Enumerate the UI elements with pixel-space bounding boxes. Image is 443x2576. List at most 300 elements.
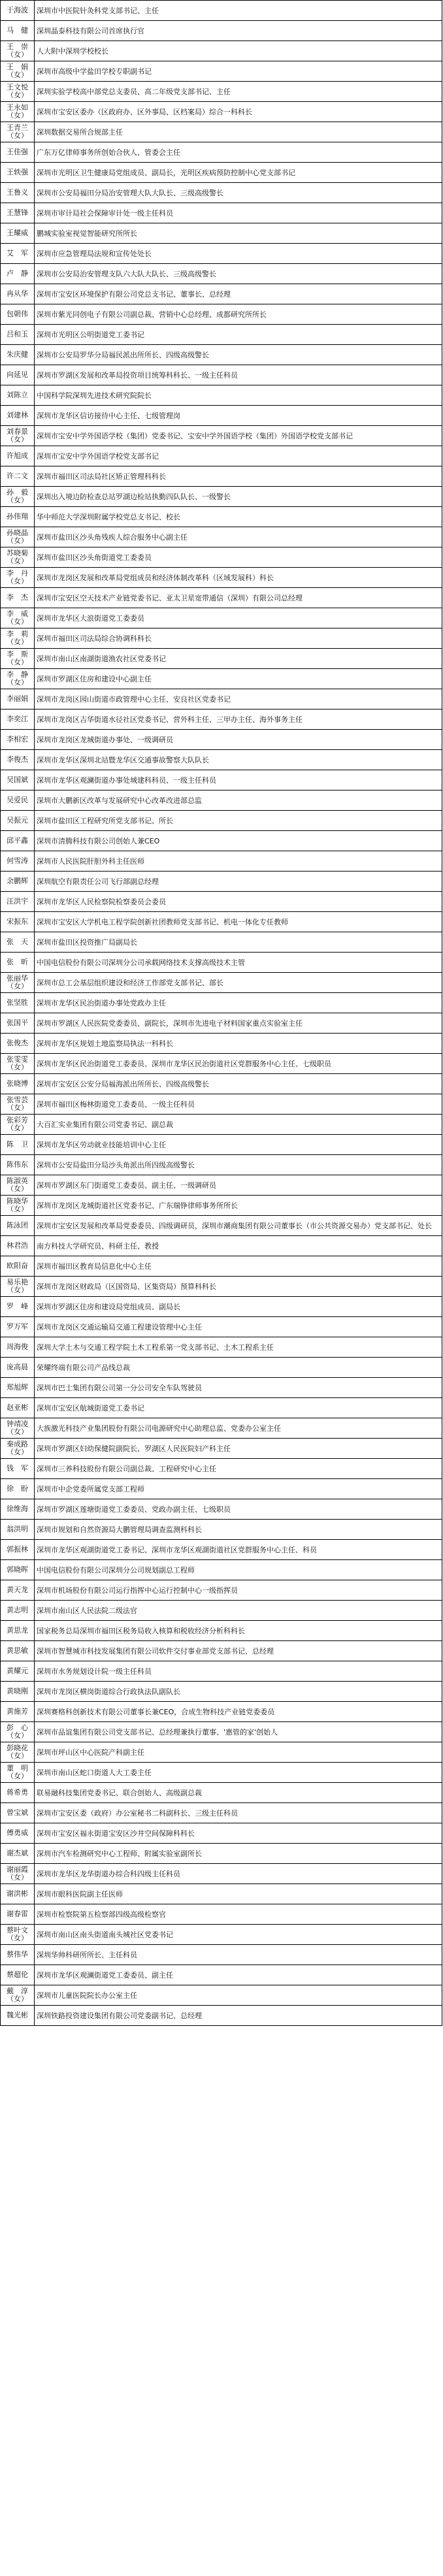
person-name-cell: 朱庆健 (1, 345, 35, 365)
position-cell: 深圳市应急管理局法规和宣传处处长 (35, 244, 442, 263)
table-row (1, 892, 442, 912)
person-name-cell: 许旭成 (1, 446, 35, 466)
person-name-cell: 张雯雯 （女） (1, 1054, 35, 1073)
position-cell: 鹏城实验室视觉智能研究所所长 (35, 223, 442, 243)
person-name-cell: 王 崇 （女） (1, 41, 35, 61)
person-name-cell: 马 健 (1, 21, 35, 41)
position-cell: 深圳市中企党委所属党支部工程师 (35, 1479, 442, 1499)
table-row (1, 649, 442, 669)
person-name-cell: 吴振元 (1, 811, 35, 830)
table-row (1, 689, 442, 709)
position-cell: 深圳晶泰科技有限公司首席执行官 (35, 21, 442, 41)
position-cell: 深圳市巴士集团有限公司第一分公司安全车队驾驶员 (35, 1378, 442, 1397)
person-name-cell: 黄耀元 (1, 1661, 35, 1681)
table-row (1, 1682, 442, 1702)
table-row (1, 1439, 442, 1459)
position-cell: 深圳铁路投资建设集团有限公司党委副书记、总经理 (35, 2006, 442, 2025)
table-row (1, 1722, 442, 1742)
position-cell: 深圳市龙岗区龙城街道办事处、一级调研员 (35, 730, 442, 749)
person-name-cell: 赵亚彬 (1, 1398, 35, 1418)
position-cell: 深圳市高级中学盐田学校专职副书记 (35, 61, 442, 81)
table-row (1, 1378, 442, 1398)
table-row (1, 183, 442, 203)
table-row (1, 142, 442, 163)
table-row (1, 1115, 442, 1135)
table-row (1, 385, 442, 406)
position-cell: 深圳市龙华区民治街道办事处党政办主任 (35, 993, 442, 1013)
position-cell: 国家税务总局深圳市福田区税务局收入核算和税收经济分析科科长 (35, 1621, 442, 1640)
table-row (1, 284, 442, 304)
person-name-cell: 陈伟东 (1, 1155, 35, 1175)
position-cell: 深圳市儿童医院院长办公室主任 (35, 1985, 442, 2005)
person-name-cell: 宋振东 (1, 912, 35, 932)
table-row (1, 2006, 442, 2026)
position-cell: 深圳市龙华区规划土地监察局执法一科科长 (35, 1034, 442, 1053)
position-cell: 深圳市汽车检测研究中心工程师、附属实验室副所长 (35, 1844, 442, 1863)
person-name-cell: 吕和玉 (1, 325, 35, 344)
table-row (1, 1844, 442, 1864)
person-name-cell: 李 莉 （女） (1, 628, 35, 648)
position-cell: 深圳市中医院针灸科党支部书记、主任 (35, 1, 442, 20)
table-row (1, 466, 442, 487)
position-cell: 深圳赛格科创新技术有限公司董事长兼CEO，合成生物科技产业链党委委员 (35, 1702, 442, 1721)
table-row (1, 406, 442, 426)
person-name-cell: 蔡叶文 （女） (1, 1925, 35, 1944)
person-name-cell: 孙伟翔 (1, 507, 35, 527)
table-row (1, 953, 442, 973)
person-name-cell: 邱平鑫 (1, 831, 35, 851)
position-cell: 深圳市龙华区劳动就业技能培训中心主任 (35, 1135, 442, 1154)
table-row (1, 1783, 442, 1803)
person-name-cell: 汪洪宇 (1, 892, 35, 911)
position-cell: 深圳市龙华区观澜街道党工委委员、副主任 (35, 1965, 442, 1985)
person-name-cell: 于海波 (1, 1, 35, 20)
position-cell: 深圳市罗湖区住房和建设中心副主任 (35, 669, 442, 689)
table-row (1, 1580, 442, 1601)
position-cell: 深圳市光明区卫生健康局党组成员、副局长，光明区疾病预防控制中心党支部书记 (35, 163, 442, 182)
table-row (1, 628, 442, 649)
table-row (1, 1965, 442, 1985)
position-cell: 深圳航空有限责任公司飞行部副总经理 (35, 872, 442, 891)
person-name-cell: 林君浩 (1, 1236, 35, 1256)
person-name-cell: 黄晓刚 (1, 1682, 35, 1701)
position-cell: 深圳市龙华区观澜街道办事处城建科科员、一级主任科员 (35, 770, 442, 790)
table-row (1, 709, 442, 730)
table-row (1, 163, 442, 183)
position-cell: 广东万亿律师事务所创始合伙人、管委会主任 (35, 142, 442, 162)
table-row (1, 770, 442, 791)
person-name-cell: 王佳强 (1, 142, 35, 162)
table-row (1, 1479, 442, 1499)
person-name-cell: 李相宏 (1, 730, 35, 749)
position-cell: 深圳市公安局福田分局治安管理大队大队长、三级高级警长 (35, 183, 442, 203)
table-row (1, 932, 442, 953)
table-row (1, 1216, 442, 1236)
person-name-cell: 罗万军 (1, 1317, 35, 1337)
person-name-cell: 张 天 (1, 932, 35, 952)
table-row (1, 1864, 442, 1884)
person-name-cell: 张雪芸 （女） (1, 1094, 35, 1114)
position-cell: 深圳市福田区教育局信息化中心主任 (35, 1256, 442, 1276)
position-cell: 深圳市龙岗区发展和改革局党组成员和经济体制改革科（区域发展科）科长 (35, 568, 442, 587)
table-row (1, 365, 442, 385)
person-name-cell: 秦成路 （女） (1, 1439, 35, 1458)
position-cell: 深圳市规划和自然资源局大鹏管理局调查监测科科长 (35, 1520, 442, 1539)
table-row (1, 1337, 442, 1358)
table-row (1, 973, 442, 993)
position-cell: 深圳市公安局罗华分局福民派出所所长、四级高级警长 (35, 345, 442, 365)
position-cell: 深圳市三养科技股份有限公司副总裁、工程研究中心主任 (35, 1459, 442, 1478)
position-cell: 深圳市龙岗区龙城街道社区党委书记、广东瑞铮律师事务所所长 (35, 1196, 442, 1215)
person-name-cell: 李 丹 （女） (1, 568, 35, 587)
position-cell: 深圳市公安局盐田分局沙头角派出所四级高级警长 (35, 1155, 442, 1175)
table-row (1, 507, 442, 527)
position-cell: 深圳市总工会基层组织建设和经济工作部党支部书记、部长 (35, 973, 442, 992)
person-name-cell: 魏光彬 (1, 2006, 35, 2025)
table-row (1, 1418, 442, 1439)
table-row (1, 1985, 442, 2006)
table-row (1, 547, 442, 568)
table-row (1, 446, 442, 466)
person-name-cell: 彭 心 （女） (1, 1722, 35, 1742)
table-row (1, 244, 442, 264)
table-row (1, 1601, 442, 1621)
table-row (1, 1256, 442, 1277)
position-cell: 深圳市龙华区信访接待中心主任、七级管理岗 (35, 406, 442, 425)
table-row (1, 1742, 442, 1763)
table-row (1, 1823, 442, 1844)
position-cell: 深圳市罗湖区住房和建设局党组成员、副局长 (35, 1297, 442, 1316)
table-row (1, 1, 442, 21)
position-cell: 南方科技大学研究员、科研主任、教授 (35, 1236, 442, 1256)
person-name-cell: 张彩芳 （女） (1, 1115, 35, 1134)
position-cell: 深圳市眼科医院副主任医师 (35, 1884, 442, 1904)
position-cell: 深圳市南山区南头街道南头城社区党委书记 (35, 1925, 442, 1944)
position-cell: 深圳市罗湖区人民医院党委委员、副院长，深圳市先进电子材料国家重点实验室主任 (35, 1013, 442, 1033)
position-cell: 深圳市宝安区大学机电工程学院创新社团教师党支部书记、机电一体化专任教师 (35, 912, 442, 932)
person-name-cell: 钟靖凌 （女） (1, 1418, 35, 1438)
person-name-cell: 张晓博 (1, 1074, 35, 1094)
person-name-cell: 王慧锋 (1, 203, 35, 223)
table-row (1, 1661, 442, 1682)
table-row (1, 1236, 442, 1256)
person-name-cell: 王轶强 (1, 163, 35, 182)
table-row (1, 102, 442, 122)
person-name-cell: 徐 盼 (1, 1479, 35, 1499)
table-row (1, 1135, 442, 1155)
table-row (1, 1945, 442, 1965)
position-cell: 深圳市机场股份有限公司运行指挥中心运行控制中心一级指挥员 (35, 1580, 442, 1600)
position-cell: 深圳市福田区梅林街道党工委委员、一级主任科员 (35, 1094, 442, 1114)
person-name-cell: 郭晓晖 (1, 1560, 35, 1580)
table-row (1, 223, 442, 244)
person-name-cell: 张 昕 (1, 953, 35, 972)
position-cell: 华中师范大学深圳附属学校党总支书记、校长 (35, 507, 442, 527)
table-row (1, 1803, 442, 1823)
table-row (1, 1398, 442, 1418)
position-cell: 深圳市龙岗区交通运输局交通工程建设管理中心主任 (35, 1317, 442, 1337)
position-cell: 大百汇实业集团有限公司党委书记、副总裁 (35, 1115, 442, 1134)
person-name-cell: 陈晓华 （女） (1, 1196, 35, 1215)
person-name-cell: 黄施芳 (1, 1702, 35, 1721)
position-cell: 深圳市龙华区龙华街道办综合科四级主任科员 (35, 1864, 442, 1883)
position-cell: 深圳市盐田区沙头角街道党工委委员 (35, 547, 442, 567)
person-name-cell: 戴 淳 （女） (1, 1985, 35, 2005)
person-name-cell: 余鹏辉 (1, 872, 35, 891)
position-cell: 深圳市宝安区委（政府）办公室秘书二科副科长、三级主任科员 (35, 1803, 442, 1823)
position-cell: 深圳市大鹏新区改革与发展研究中心改革改进部总监 (35, 791, 442, 810)
table-row (1, 993, 442, 1013)
position-cell: 深圳市人民医院肝胆外科主任医师 (35, 851, 442, 871)
person-name-cell: 张丽华 （女） (1, 973, 35, 992)
person-name-cell: 张俊杰 (1, 1034, 35, 1053)
position-cell: 人大附中深圳学校校长 (35, 41, 442, 61)
position-cell: 深圳市清腾科技有限公司创始人兼CEO (35, 831, 442, 851)
table-row (1, 1054, 442, 1074)
position-cell: 中国科学院深圳先进技术研究院院长 (35, 385, 442, 405)
position-cell: 深圳市智慧城市科技发展集团有限公司软件交付事业部党支部书记、总经理 (35, 1641, 442, 1661)
person-name-cell: 吴爱民 (1, 791, 35, 810)
position-cell: 深圳市罗湖区发展和改革局投资项目统筹科科长、一级主任科员 (35, 365, 442, 385)
position-cell: 深圳市南山区蛇口街道人大工委主任 (35, 1763, 442, 1782)
person-name-cell: 郭振林 (1, 1540, 35, 1559)
person-name-cell: 刘建林 (1, 406, 35, 425)
table-row (1, 1641, 442, 1661)
table-row (1, 811, 442, 831)
table-row (1, 851, 442, 872)
person-name-cell: 王青兰 （女） (1, 122, 35, 142)
table-row (1, 1034, 442, 1054)
position-cell: 深圳市宝安区委办（区政府办、区外事局、区档案局）综合一科科长 (35, 102, 442, 122)
person-name-cell: 傅勇威 (1, 1823, 35, 1843)
person-name-cell: 陈 卫 (1, 1135, 35, 1154)
table-row (1, 1925, 442, 1945)
table-row (1, 1904, 442, 1925)
table-row (1, 1094, 442, 1115)
person-name-cell: 黄志明 (1, 1601, 35, 1620)
position-cell: 深圳市龙岗区财政局（区国资局、区集资局）预算科科长 (35, 1277, 442, 1296)
position-cell: 荣耀终端有限公司产品线总裁 (35, 1358, 442, 1377)
position-cell: 大族激光科技产业集团股份有限公司电源研究中心助理总监、党委办公室主任 (35, 1418, 442, 1438)
table-row (1, 1560, 442, 1580)
position-cell: 中国电信股份有限公司深圳分公司规划副总工程师 (35, 1560, 442, 1580)
person-name-cell: 孙晓晶 （女） (1, 527, 35, 547)
person-name-cell: 庞高晨 (1, 1358, 35, 1377)
table-row (1, 61, 442, 82)
person-name-cell: 黄思龙 (1, 1621, 35, 1640)
position-cell: 深圳市光明区公明街道党工委书记 (35, 325, 442, 344)
position-cell: 深圳市南山区南湖街道渔农社区党委书记 (35, 649, 442, 668)
table-row (1, 1540, 442, 1560)
person-name-cell: 李 杰 (1, 588, 35, 608)
person-name-cell: 王鲁义 (1, 183, 35, 203)
position-cell: 深圳市宝安区空天技术产业链党委书记、亚太卫星宽带通信（深圳）有限公司总经理 (35, 588, 442, 608)
table-row (1, 21, 442, 41)
person-name-cell: 陈淑英 （女） (1, 1175, 35, 1195)
table-row (1, 588, 442, 608)
person-name-cell: 向延见 (1, 365, 35, 385)
position-cell: 深圳大学土木与交通工程学院土木工程系第一党支部书记、土木工程系主任 (35, 1337, 442, 1357)
position-cell: 深圳市罗湖区东门街道党工委委员、副主任、一级调研员 (35, 1175, 442, 1195)
table-row (1, 304, 442, 325)
person-name-cell: 谢丽霞 （女） (1, 1864, 35, 1883)
table-row (1, 669, 442, 689)
person-name-cell: 张国平 (1, 1013, 35, 1033)
position-cell: 深圳市盐田区工程研究所党支部书记、所长 (35, 811, 442, 830)
table-row (1, 791, 442, 811)
position-cell: 深圳华帅科研所所长、主任科员 (35, 1945, 442, 1965)
position-cell: 深圳市龙岗区横岗街道综合行政执法队副队长 (35, 1682, 442, 1701)
table-row (1, 831, 442, 851)
person-name-cell: 周海俊 (1, 1337, 35, 1357)
table-row (1, 122, 442, 142)
person-name-cell: 曾宝斌 (1, 1803, 35, 1823)
position-cell: 深圳市罗湖区莲塘街道党工委委员、党政办副主任、七级职员 (35, 1499, 442, 1519)
position-cell: 中国电信股份有限公司深圳分公司承载网络技术支撑高级技术主管 (35, 953, 442, 972)
person-name-cell: 王永如 （女） (1, 102, 35, 122)
person-name-cell: 谢春雷 (1, 1904, 35, 1924)
position-cell: 深圳市福田区司法局社区矫正管理科科长 (35, 466, 442, 486)
table-row (1, 1297, 442, 1317)
position-cell: 深圳市紫光同创电子有限公司副总裁、营销中心总经理、成都研究所所长 (35, 304, 442, 324)
person-name-cell: 李 斯 （女） (1, 649, 35, 668)
person-name-cell: 董 明 （女） (1, 1763, 35, 1782)
position-cell: 联易融科技集团党委书记、联合创始人、高级副总裁 (35, 1783, 442, 1802)
person-name-cell: 刘春景 （女） (1, 426, 35, 446)
table-row (1, 1702, 442, 1722)
position-cell: 深圳市宝安中学外国语学校（集团）党委书记、宝安中学外国语学校（集团）外国语学校党支部书记 (35, 426, 442, 446)
person-name-cell: 黄思敏 (1, 1641, 35, 1661)
person-name-cell: 谢杰斌 (1, 1844, 35, 1863)
table-row (1, 730, 442, 750)
person-name-cell: 彭晓花 （女） (1, 1742, 35, 1762)
person-name-cell: 蔡伟华 (1, 1945, 35, 1965)
position-cell: 深圳市盐田区沙头角残疾人综合服务中心副主任 (35, 527, 442, 547)
position-cell: 深圳市宝安区航城街道党工委书记 (35, 1398, 442, 1418)
table-row (1, 1175, 442, 1196)
table-row (1, 568, 442, 588)
position-cell: 深圳市龙华区大浪街道党工委委员 (35, 608, 442, 628)
position-cell: 深圳市宝安区福永街道宝安区沙井空间保障科科长 (35, 1823, 442, 1843)
position-cell: 深圳市坪山区中心医院产科副主任 (35, 1742, 442, 1762)
table-row (1, 1621, 442, 1641)
table-row (1, 426, 442, 446)
table-row (1, 264, 442, 284)
table-row (1, 1520, 442, 1540)
person-name-cell: 李 静 （女） (1, 669, 35, 689)
table-row (1, 203, 442, 223)
table-row (1, 41, 442, 61)
table-row (1, 872, 442, 892)
position-cell: 深圳市龙华区深圳北站暨龙华区交通事故警察大队队长 (35, 750, 442, 770)
position-cell: 深圳市水务规划设计院一级主任科员 (35, 1661, 442, 1681)
person-name-cell: 郑旭辉 (1, 1378, 35, 1397)
position-cell: 深圳市盐田区投资推广局副局长 (35, 932, 442, 952)
person-name-cell: 易乐艳 （女） (1, 1277, 35, 1296)
person-name-cell: 何雪涛 (1, 851, 35, 871)
position-cell: 深圳市南山区人民法院二级法官 (35, 1601, 442, 1620)
position-cell: 深圳市龙华区人民检察院检察委员会委员 (35, 892, 442, 911)
position-cell: 深圳市福田区司法局综合协调科科长 (35, 628, 442, 648)
person-name-cell: 欧阳奋 (1, 1256, 35, 1276)
position-cell: 深圳市龙岗区园山街道市政管理中心主任、安良社区党委书记 (35, 689, 442, 709)
table-row (1, 527, 442, 547)
table-row (1, 608, 442, 628)
position-cell: 深圳实验学校高中部党总支委员、高二年级党支部书记、主任 (35, 82, 442, 101)
table-row (1, 1459, 442, 1479)
position-cell: 深圳数据交易所合规部主任 (35, 122, 442, 142)
table-row (1, 912, 442, 932)
position-cell: 深圳市宝安区公安分局福海派出所所长、四级高级警长 (35, 1074, 442, 1094)
person-name-cell: 谢洪彬 (1, 1884, 35, 1904)
table-row (1, 1155, 442, 1175)
person-name-cell: 苏晓菊 （女） (1, 547, 35, 567)
person-name-cell: 罗 峰 (1, 1297, 35, 1316)
person-name-cell: 卢 静 (1, 264, 35, 284)
person-name-cell: 蒋希勇 (1, 1783, 35, 1802)
table-row (1, 325, 442, 345)
person-name-cell: 王 娟 （女） (1, 61, 35, 81)
table-row (1, 1884, 442, 1904)
person-name-cell: 许二文 (1, 466, 35, 486)
table-row (1, 1358, 442, 1378)
table-row (1, 1013, 442, 1034)
person-name-cell: 李奕江 (1, 709, 35, 729)
table-row (1, 1196, 442, 1216)
position-cell: 深圳市龙华区民治街道党工委委员、深圳市龙华区民治街道社区党群服务中心主任、七级职员 (35, 1054, 442, 1073)
person-name-cell: 孙 毅 （女） (1, 487, 35, 506)
table-row (1, 1499, 442, 1520)
position-cell: 深圳市宝安区环境保护有限公司党总支书记、董事长、总经理 (35, 284, 442, 304)
table-row (1, 345, 442, 365)
person-name-cell: 刘陈立 (1, 385, 35, 405)
position-cell: 深圳市检察院第五检察部四级高级检察官 (35, 1904, 442, 1924)
position-cell: 深圳市宝安区发展和改革局党委委员、四级调研员，深圳市潮商集团有限公司董事长（市公共资源交易办）党支部书记、处长 (35, 1216, 442, 1235)
table-row (1, 1317, 442, 1337)
person-name-cell: 王耀威 (1, 223, 35, 243)
person-name-cell: 冉从华 (1, 284, 35, 304)
table-row (1, 1763, 442, 1783)
table-row (1, 487, 442, 507)
person-name-cell: 艾 军 (1, 244, 35, 263)
person-name-cell: 陈泳团 (1, 1216, 35, 1235)
position-cell: 深圳出入境边防检查总站罗湖边检站执勤四队队长、一级警长 (35, 487, 442, 506)
position-cell: 深圳市龙岗区吉华街道水径社区党委书记、营外科主任、三甲办主任、海外事务主任 (35, 709, 442, 729)
person-name-cell: 翁洪明 (1, 1520, 35, 1539)
table-row (1, 1277, 442, 1297)
person-name-cell: 李俊杰 (1, 750, 35, 770)
table-row (1, 750, 442, 770)
person-name-cell: 蔡超伦 (1, 1965, 35, 1985)
table-row (1, 1074, 442, 1094)
position-cell: 深圳市罗湖区妇幼保健院副院长、罗湖区人民医院妇产科主任 (35, 1439, 442, 1458)
position-cell: 深圳市龙华区观湖街道党工委书记、深圳市龙华区观湖街道社区党群服务中心主任、科员 (35, 1540, 442, 1559)
position-cell: 深圳市品谊集团有限公司党支部书记、总经理兼执行董事、'惠管的家'创始人 (35, 1722, 442, 1742)
person-name-cell: 包朝伟 (1, 304, 35, 324)
person-name-cell: 李丽娟 (1, 689, 35, 709)
position-cell: 深圳市公安局治安管理支队六大队大队长、三级高级警长 (35, 264, 442, 284)
person-name-cell: 徐维海 (1, 1499, 35, 1519)
person-name-cell: 黄天龙 (1, 1580, 35, 1600)
person-name-cell: 王文悦 （女） (1, 82, 35, 101)
position-cell: 深圳市宝安中学外国语学校党支部书记 (35, 446, 442, 466)
person-name-cell: 张坚胜 (1, 993, 35, 1013)
person-name-cell: 吴国斌 (1, 770, 35, 790)
person-name-cell: 钱 军 (1, 1459, 35, 1478)
table-row (1, 82, 442, 102)
person-name-cell: 李 威 （女） (1, 608, 35, 628)
position-cell: 深圳市审计局社会保障审计处一级主任科员 (35, 203, 442, 223)
